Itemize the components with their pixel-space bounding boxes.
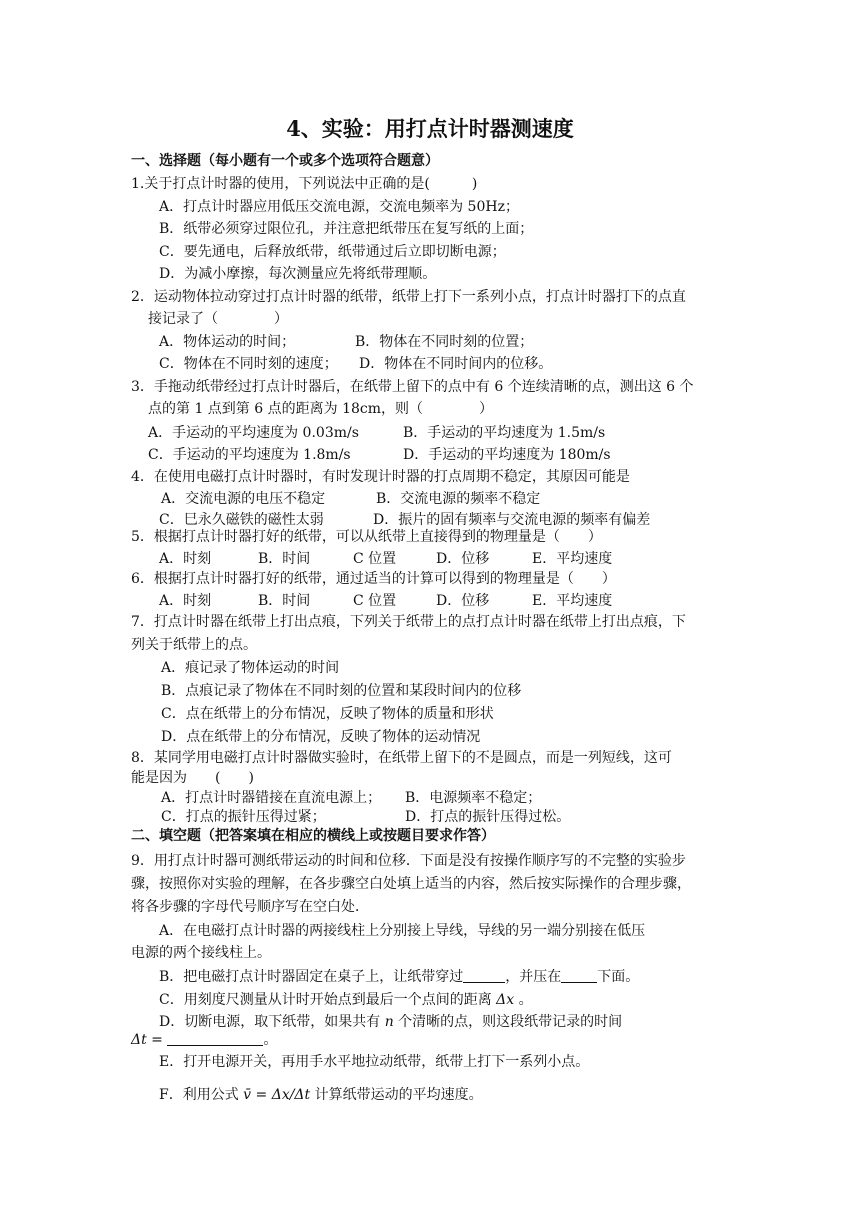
question-3-stem-line1: 3．手拖动纸带经过打点计时器后，在纸带上留下的点中有 6 个连续清晰的点，测出这 6 个 <box>131 379 694 395</box>
question-9-step-c <box>159 990 533 1010</box>
question-5-stem: 5．根据打点计时器打好的纸带，可以从纸带上直接得到的物理量是（ ） <box>131 529 602 545</box>
question-2-stem-line1: 2．运动物体拉动穿过打点计时器的纸带，纸带上打下一系列小点，打点计时器打下的点直 <box>131 289 686 305</box>
question-7-option-a: A．痕记录了物体运动的时间 <box>161 660 340 676</box>
step-d-text-3: 。 <box>263 1032 278 1048</box>
question-8-option-a: A．打点计时器错接在直流电源上； <box>161 790 382 806</box>
question-9-step-a-line2: 电源的两个接线柱上。 <box>131 945 271 961</box>
question-6-option-d: D．位移 <box>436 593 490 609</box>
question-9-step-b <box>159 967 639 987</box>
question-4-option-d: D．振片的固有频率与交流电源的频率有偏差 <box>373 512 651 528</box>
question-2-option-b: B．物体在不同时刻的位置； <box>355 334 534 350</box>
question-3-option-a: A．手运动的平均速度为 0.03m/s <box>148 425 359 441</box>
section-heading-fill-in: 二、填空题（把答案填在相应的横线上或按题目要求作答） <box>131 828 495 844</box>
question-9-step-e: E．打开电源开关，再用手水平地拉动纸带，纸带上打下一系列小点。 <box>159 1054 590 1070</box>
question-4-option-b: B．交流电源的频率不稳定 <box>376 491 541 507</box>
question-7-stem-line2: 列关于纸带上的点。 <box>131 637 257 653</box>
question-8-option-c: C．打点的振针压得过紧； <box>161 809 326 825</box>
step-d-text-1: D．切断电源，取下纸带，如果共有 <box>159 1014 381 1030</box>
question-9-stem-line3: 将各步骤的字母代号顺序写在空白处． <box>131 899 369 915</box>
question-1-option-d: D．为减小摩擦，每次测量应先将纸带理顺。 <box>159 266 437 282</box>
question-5-option-a: A．时刻 <box>159 551 212 567</box>
question-6-option-c: C 位置 <box>353 593 397 609</box>
question-7-option-d: D．点在纸带上的分布情况，反映了物体的运动情况 <box>161 729 481 745</box>
question-9-stem-line1: 9．用打点计时器可测纸带运动的时间和位移．下面是没有按操作顺序写的不完整的实验步 <box>131 853 686 869</box>
question-3-option-c: C．手运动的平均速度为 1.8m/s <box>148 447 351 463</box>
question-6-option-b: B．时间 <box>258 593 311 609</box>
question-5-option-d: D．位移 <box>436 551 490 567</box>
question-1-option-b: B．纸带必须穿过限位孔，并注意把纸带压在复写纸的上面； <box>159 221 534 237</box>
question-6-option-e: E．平均速度 <box>532 593 613 609</box>
delta-x-symbol: Δx <box>496 992 515 1008</box>
question-7-option-c: C．点在纸带上的分布情况，反映了物体的质量和形状 <box>161 706 494 722</box>
question-2-option-d: D．物体在不同时间内的位移。 <box>359 356 553 372</box>
step-f-text-2: 计算纸带运动的平均速度。 <box>314 1087 483 1103</box>
question-4-option-c: C．巳永久磁铁的磁性太弱 <box>159 512 324 528</box>
question-9-step-d-line2 <box>131 1030 277 1050</box>
section-heading-choice: 一、选择题（每小题有一个或多个选项符合题意） <box>131 153 439 169</box>
step-c-text-1: C．用刻度尺测量从计时开始点到最后一个点间的距离 <box>159 992 492 1008</box>
step-b-text-1: B．把电磁打点计时器固定在桌子上，让纸带穿过 <box>159 969 464 985</box>
question-2-stem-line2: 接记录了（ ） <box>148 311 288 327</box>
question-6-stem: 6．根据打点计时器打好的纸带，通过适当的计算可以得到的物理量是（ ） <box>131 571 616 587</box>
step-d-text-2: 个清晰的点，则这段纸带记录的时间 <box>398 1014 623 1030</box>
question-1-stem: 1.关于打点计时器的使用，下列说法中正确的是( ) <box>131 176 478 192</box>
question-2-option-c: C．物体在不同时刻的速度； <box>159 356 338 372</box>
question-9-stem-line2: 骤，按照你对实验的理解，在各步骤空白处填上适当的内容，然后按实际操作的合理步骤， <box>131 876 691 892</box>
step-b-text-3: 下面。 <box>597 969 640 985</box>
question-5-option-b: B．时间 <box>258 551 311 567</box>
question-7-stem-line1: 7．打点计时器在纸带上打出点痕，下列关于纸带上的点打点计时器在纸带上打出点痕，下 <box>131 614 686 630</box>
answer-blank-2[interactable] <box>561 968 597 983</box>
question-1-option-a: A．打点计时器应用低压交流电源，交流电频率为 50Hz； <box>159 199 519 215</box>
question-1-option-c: C．要先通电，后释放纸带，纸带通过后立即切断电源； <box>159 244 506 260</box>
question-8-option-d: D．打点的振针压得过松。 <box>405 809 571 825</box>
question-9-step-a-line1: A．在电磁打点计时器的两接线柱上分别接上导线，导线的另一端分别接在低压 <box>159 923 646 939</box>
question-4-stem: 4．在使用电磁打点计时器时，有时发现计时器的打点周期不稳定，其原因可能是 <box>131 469 630 485</box>
question-3-stem-line2: 点的第 1 点到第 6 点的距离为 18cm，则（ ） <box>148 401 493 417</box>
question-9-step-f <box>159 1085 483 1105</box>
answer-blank-1[interactable] <box>463 968 505 983</box>
question-8-stem-line2: 能是因为 ( ) <box>131 770 254 786</box>
step-c-text-2: 。 <box>518 992 533 1008</box>
step-b-text-2: ，并压在 <box>505 969 562 985</box>
question-2-option-a: A．物体运动的时间； <box>159 334 296 350</box>
delta-t-symbol: Δt = <box>131 1032 163 1048</box>
question-5-option-c: C 位置 <box>353 551 397 567</box>
question-9-step-d-line1 <box>159 1012 622 1032</box>
question-7-option-b: B．点痕记录了物体在不同时刻的位置和某段时间内的位移 <box>161 683 522 699</box>
page-title: 4、实验：用打点计时器测速度 <box>286 116 574 141</box>
question-5-option-e: E．平均速度 <box>532 551 613 567</box>
average-velocity-formula: v̄ = Δx/Δt <box>243 1087 311 1103</box>
question-8-option-b: B．电源频率不稳定； <box>405 790 542 806</box>
step-f-text-1: F．利用公式 <box>159 1087 239 1103</box>
answer-blank-3[interactable] <box>167 1031 263 1046</box>
question-3-option-b: B．手运动的平均速度为 1.5m/s <box>403 425 606 441</box>
question-3-option-d: D．手运动的平均速度为 180m/s <box>403 447 611 463</box>
question-4-option-a: A．交流电源的电压不稳定 <box>161 491 326 507</box>
n-symbol: n <box>384 1014 394 1030</box>
question-6-option-a: A．时刻 <box>159 593 212 609</box>
question-8-stem-line1: 8．某同学用电磁打点计时器做实验时，在纸带上留下的不是圆点，而是一列短线，这可 <box>131 750 672 766</box>
